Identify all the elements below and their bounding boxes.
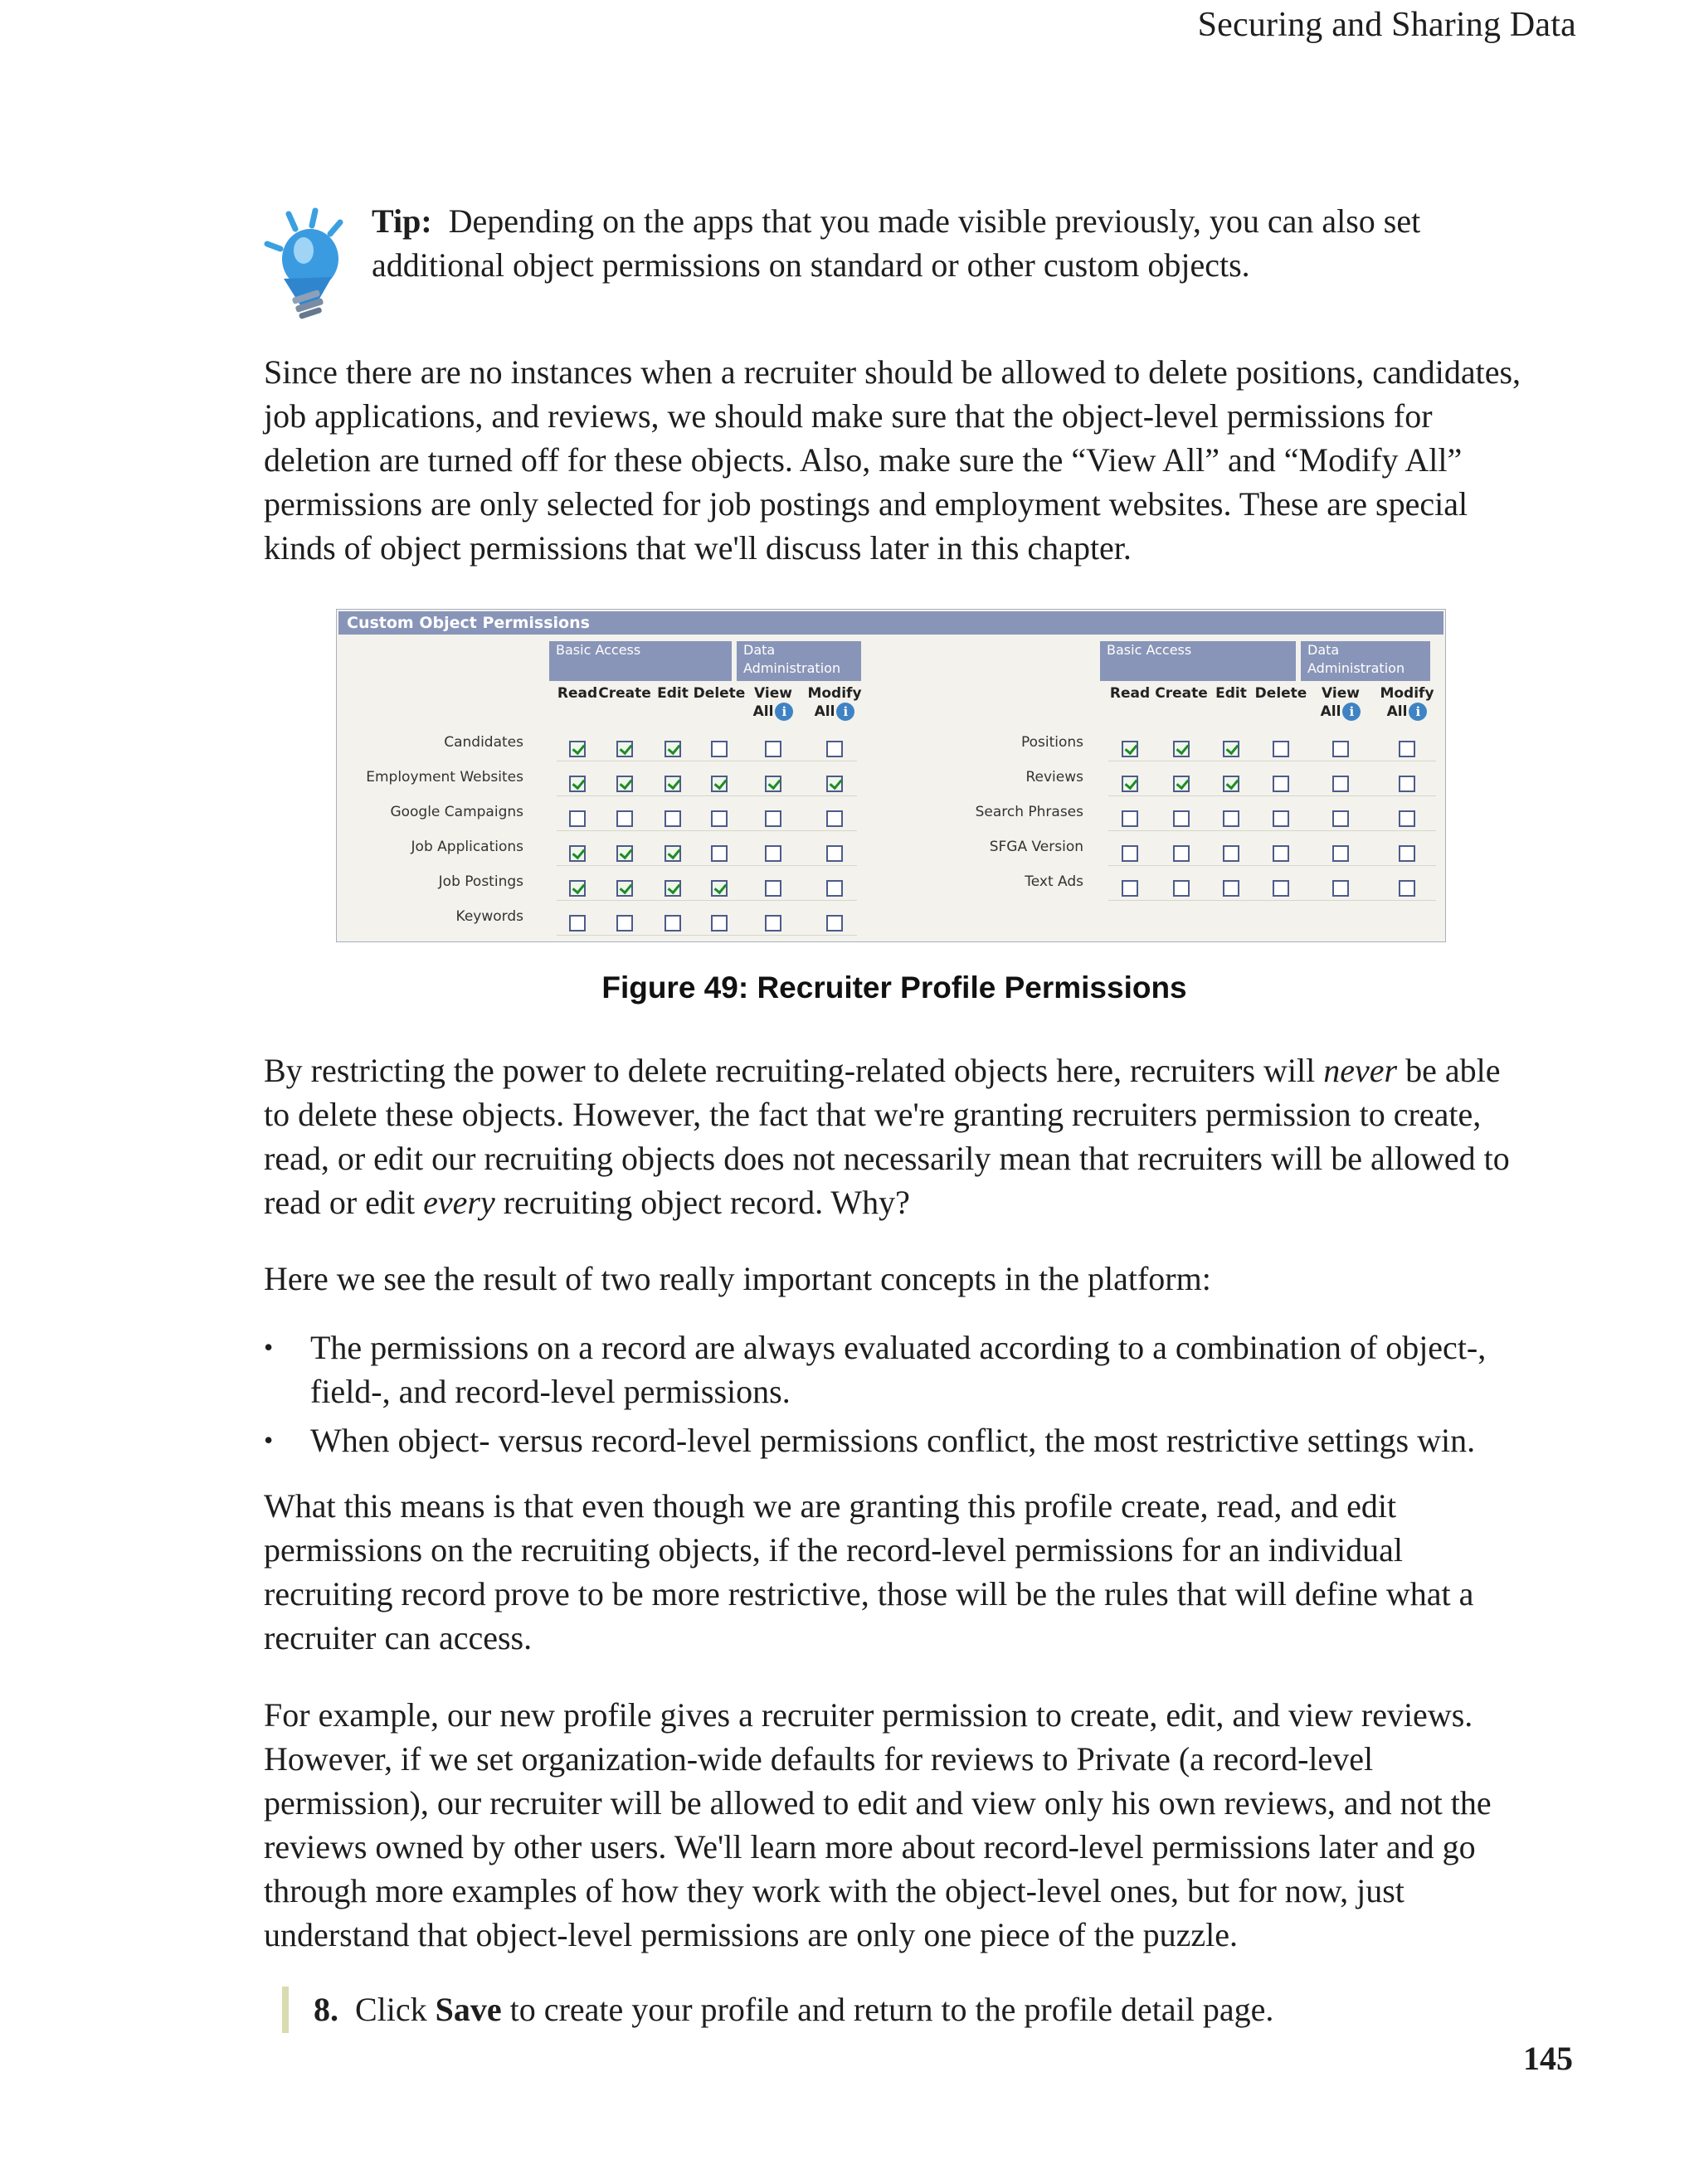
para2-part2: be able to delete these objects. However, the fact that we're granting recruiters permission to create, read, or edit our recruiting objects does not necessarily mean that recruiters will be allowed to read or edit	[264, 1052, 1510, 1221]
permission-checkbox[interactable]	[1223, 845, 1239, 862]
permission-checkbox[interactable]	[711, 845, 728, 862]
group-basic-access: Basic Access	[549, 641, 732, 681]
figure-caption: Figure 49: Recruiter Profile Permissions	[601, 970, 1187, 1004]
row-label: Keywords	[455, 908, 523, 925]
list-item: • The permissions on a record are always evaluated according to a combination of object-, field-, and record-level permissions.	[264, 1325, 1525, 1413]
lightbulb-icon	[264, 207, 347, 323]
row-divider	[1108, 865, 1436, 866]
row-divider	[557, 865, 857, 866]
row-divider	[1108, 830, 1436, 831]
permission-checkbox[interactable]	[1399, 810, 1415, 827]
permission-checkbox[interactable]	[711, 915, 728, 931]
permission-checkbox[interactable]	[765, 845, 781, 862]
row-label: Text Ads	[1025, 873, 1083, 890]
figure-title: Custom Object Permissions	[338, 611, 1443, 635]
paragraph-meaning: What this means is that even though we are granting this profile create, read, and edit permissions on the recruiting objects, if the record-level permissions for an individual recruiting record prove to be more restrictive, those will be the rules that will define what a recruiter can access.	[264, 1487, 1474, 1656]
step-number: 8.	[314, 1991, 338, 2028]
permission-checkbox[interactable]	[711, 810, 728, 827]
row-label: Google Campaigns	[390, 804, 523, 820]
permission-checkbox[interactable]	[569, 915, 586, 931]
column-header-delete: Delete	[1254, 685, 1307, 702]
page-number: 145	[1523, 2040, 1573, 2077]
column-header-modify-all: Modify All i	[807, 685, 862, 720]
row-label: Employment Websites	[366, 769, 523, 786]
column-header-delete: Delete	[693, 685, 746, 702]
para2-part3: recruiting object record. Why?	[494, 1184, 910, 1221]
concepts-list	[264, 1325, 1525, 1467]
row-label: Search Phrases	[975, 804, 1083, 820]
row-divider	[557, 935, 857, 936]
permission-checkbox[interactable]	[1399, 880, 1415, 897]
permission-checkbox[interactable]	[765, 880, 781, 897]
permission-checkbox[interactable]	[665, 845, 681, 862]
tip-text	[372, 199, 1516, 287]
column-header-create: Create	[598, 685, 651, 702]
permission-checkbox[interactable]	[1273, 776, 1289, 792]
permission-checkbox[interactable]	[1223, 880, 1239, 897]
running-header: Securing and Sharing Data	[1197, 6, 1576, 44]
permission-checkbox[interactable]	[665, 741, 681, 757]
tip-label: Tip:	[372, 202, 432, 240]
row-label: Positions	[1020, 734, 1083, 751]
permission-checkbox[interactable]	[1173, 880, 1190, 897]
permission-checkbox[interactable]	[826, 810, 843, 827]
permission-checkbox[interactable]	[826, 776, 843, 792]
info-icon[interactable]: i	[1409, 703, 1427, 721]
permission-checkbox[interactable]	[1273, 880, 1289, 897]
permission-checkbox[interactable]	[1332, 741, 1349, 757]
paragraph-restricting	[264, 1048, 1525, 1224]
permission-checkbox[interactable]	[1273, 810, 1289, 827]
step-8	[282, 1987, 1558, 2033]
permission-checkbox[interactable]	[1122, 845, 1138, 862]
permission-checkbox[interactable]	[711, 776, 728, 792]
paragraph-example: For example, our new profile gives a recruiter permission to create, edit, and view reviews. However, if we set organization-wide defaults for reviews to Private (a record-level permission), our recruiter will be allowed to edit and view only his own reviews, and not the reviews owned by other users. We'll learn more about record-level permissions later and go through more examples of how they work with the object-level ones, but for now, just understand that object-level permissions are only one piece of the puzzle.	[264, 1696, 1492, 1953]
permission-checkbox[interactable]	[1332, 776, 1349, 792]
permission-checkbox[interactable]	[711, 741, 728, 757]
permission-checkbox[interactable]	[569, 776, 586, 792]
group-basic-access: Basic Access	[1100, 641, 1296, 681]
permission-checkbox[interactable]	[1173, 741, 1190, 757]
row-label: Job Applications	[411, 839, 523, 855]
permission-checkbox[interactable]	[765, 810, 781, 827]
permission-checkbox[interactable]	[569, 845, 586, 862]
save-reference: Save	[435, 1991, 502, 2028]
permission-checkbox[interactable]	[765, 741, 781, 757]
row-divider	[557, 795, 857, 796]
row-divider	[1108, 795, 1436, 796]
permission-checkbox[interactable]	[1273, 845, 1289, 862]
column-header-view-all: View All i	[1320, 685, 1360, 720]
permission-checkbox[interactable]	[569, 880, 586, 897]
permission-checkbox[interactable]	[616, 776, 633, 792]
row-divider	[557, 830, 857, 831]
para2-em-every: every	[423, 1184, 495, 1221]
permissions-figure	[336, 609, 1446, 942]
permission-checkbox[interactable]	[1273, 741, 1289, 757]
row-divider	[557, 900, 857, 901]
permission-checkbox[interactable]	[569, 741, 586, 757]
para2-part1: By restricting the power to delete recruiting-related objects here, recruiters will	[264, 1052, 1324, 1089]
tip-body: Depending on the apps that you made visible previously, you can also set additional object permissions on standard or other custom objects.	[372, 202, 1421, 284]
permission-checkbox[interactable]	[665, 915, 681, 931]
permission-checkbox[interactable]	[826, 915, 843, 931]
permission-checkbox[interactable]	[765, 915, 781, 931]
permission-checkbox[interactable]	[665, 810, 681, 827]
permission-checkbox[interactable]	[1223, 741, 1239, 757]
permission-checkbox[interactable]	[1399, 741, 1415, 757]
step-text-post: to create your profile and return to the profile detail page.	[501, 1991, 1274, 2028]
group-data-administration: Data Administration	[1301, 641, 1430, 681]
permission-checkbox[interactable]	[616, 845, 633, 862]
permission-checkbox[interactable]	[765, 776, 781, 792]
permission-checkbox[interactable]	[1173, 845, 1190, 862]
step-text-pre: Click	[355, 1991, 436, 2028]
permission-checkbox[interactable]	[616, 880, 633, 897]
info-icon[interactable]: i	[836, 703, 854, 721]
permission-checkbox[interactable]	[1332, 845, 1349, 862]
column-header-edit: Edit	[657, 685, 689, 702]
permission-checkbox[interactable]	[1122, 810, 1138, 827]
permission-checkbox[interactable]	[1122, 776, 1138, 792]
permission-checkbox[interactable]	[1122, 880, 1138, 897]
permission-checkbox[interactable]	[711, 880, 728, 897]
row-label: Candidates	[444, 734, 523, 751]
row-divider	[1108, 900, 1436, 901]
row-label: Job Postings	[438, 873, 523, 890]
column-header-view-all: View All i	[752, 685, 792, 720]
paragraph-concepts: Here we see the result of two really important concepts in the platform:	[264, 1260, 1211, 1297]
column-header-modify-all: Modify All i	[1380, 685, 1434, 720]
permission-checkbox[interactable]	[1332, 810, 1349, 827]
permission-checkbox[interactable]	[569, 810, 586, 827]
para2-em-never: never	[1323, 1052, 1398, 1089]
permission-checkbox[interactable]	[1399, 776, 1415, 792]
permission-checkbox[interactable]	[665, 776, 681, 792]
permission-checkbox[interactable]	[1173, 776, 1190, 792]
row-label: SFGA Version	[989, 839, 1083, 855]
permission-checkbox[interactable]	[665, 880, 681, 897]
permission-checkbox[interactable]	[826, 845, 843, 862]
column-header-edit: Edit	[1215, 685, 1247, 702]
info-icon[interactable]: i	[1342, 703, 1361, 721]
permission-checkbox[interactable]	[616, 741, 633, 757]
column-header-read: Read	[1109, 685, 1151, 702]
group-data-administration: Data Administration	[737, 641, 861, 681]
info-icon[interactable]: i	[775, 703, 793, 721]
permission-checkbox[interactable]	[1223, 810, 1239, 827]
permission-checkbox[interactable]	[826, 880, 843, 897]
permission-checkbox[interactable]	[1122, 741, 1138, 757]
row-label: Reviews	[1025, 769, 1083, 786]
permission-checkbox[interactable]	[826, 741, 843, 757]
permission-checkbox[interactable]	[1223, 776, 1239, 792]
paragraph-intro: Since there are no instances when a recruiter should be allowed to delete positions, candidates, job applications, and reviews, we should make sure that the object-level permissions for deletion are turned off for these objects. Also, make sure the “View All” and “Modify All” permissions are only selected for job postings and employment websites. These are special kinds of object permissions that we'll discuss later in this chapter.	[264, 353, 1521, 567]
permission-checkbox[interactable]	[1173, 810, 1190, 827]
permission-checkbox[interactable]	[616, 915, 633, 931]
permission-checkbox[interactable]	[1332, 880, 1349, 897]
list-item: • When object- versus record-level permissions conflict, the most restrictive settings win.	[264, 1418, 1525, 1462]
permission-checkbox[interactable]	[1399, 845, 1415, 862]
column-header-read: Read	[557, 685, 598, 702]
permission-checkbox[interactable]	[616, 810, 633, 827]
column-header-create: Create	[1155, 685, 1208, 702]
